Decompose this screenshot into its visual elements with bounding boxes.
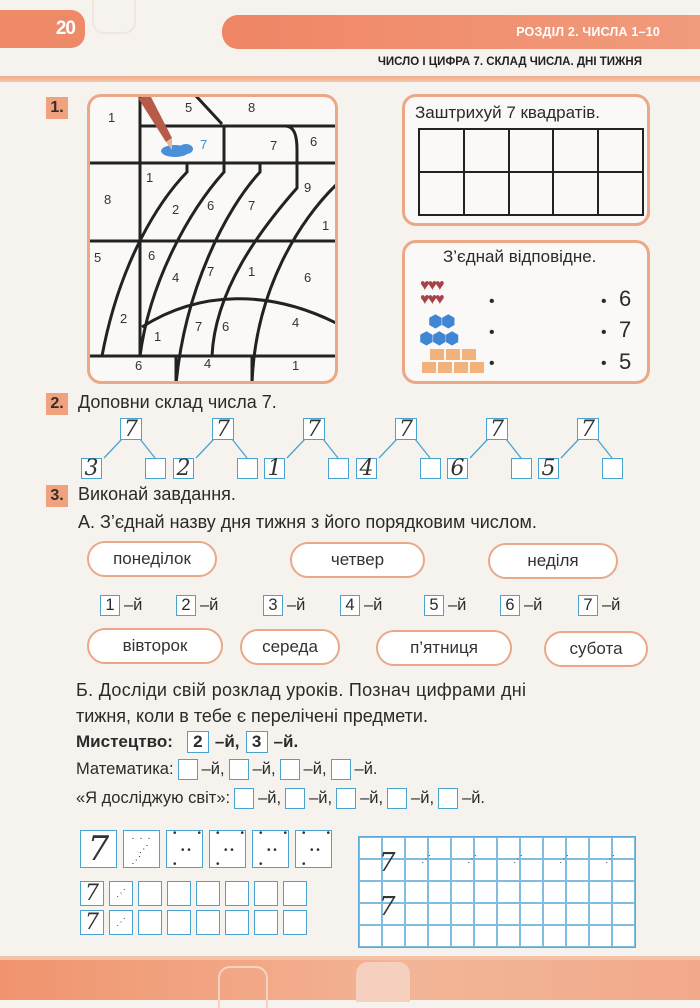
- day-sunday[interactable]: неділя: [488, 543, 618, 579]
- copy-row: [80, 910, 340, 935]
- hexagon-icon: ⬢⬢⬢: [419, 329, 458, 348]
- day-suffix: –й,: [360, 789, 384, 807]
- grid-cell: [451, 925, 474, 947]
- tracing-box[interactable]: • • • • •: [209, 830, 246, 868]
- number-house: [172, 418, 262, 482]
- ordinal-suffix: –й: [524, 596, 543, 614]
- shade-square[interactable]: [598, 172, 643, 215]
- shade-square[interactable]: [553, 129, 598, 172]
- grid-cell: [543, 903, 566, 925]
- grid-cell: [520, 837, 543, 859]
- copy-box[interactable]: ⋰: [109, 881, 133, 906]
- grid-cell: [497, 903, 520, 925]
- ordinal-item[interactable]: [100, 595, 142, 616]
- house-right-box[interactable]: [237, 458, 258, 479]
- region-number: 5: [94, 250, 102, 265]
- day-input-box[interactable]: [280, 759, 300, 780]
- grid-cell: [543, 925, 566, 947]
- region-number: 1: [322, 218, 330, 233]
- tracing-box[interactable]: • • • • •: [166, 830, 203, 868]
- shade-square[interactable]: [598, 129, 643, 172]
- copy-box[interactable]: 7: [80, 881, 104, 906]
- grid-cell: [405, 925, 428, 947]
- region-number: 6: [148, 248, 156, 263]
- grid-cell: [474, 837, 497, 859]
- match-number: 7: [619, 317, 632, 342]
- topic-title: ЧИСЛО І ЦИФРА 7. СКЛАД ЧИСЛА. ДНІ ТИЖНЯ: [377, 56, 642, 68]
- day-suffix: –й,: [411, 789, 435, 807]
- digit-tracing-area: [80, 830, 340, 954]
- match-panel: [402, 240, 650, 384]
- hexagon-icon: ⬢⬢: [428, 312, 454, 331]
- grid-cell: ⋰: [428, 859, 451, 881]
- page-number: 20: [55, 18, 75, 39]
- match-number: 6: [619, 286, 632, 311]
- ordinal-item[interactable]: [176, 595, 218, 616]
- grid-cell: [612, 925, 635, 947]
- region-number: 4: [292, 315, 300, 330]
- grid-cell: [428, 837, 451, 859]
- brick-icon: [438, 362, 452, 373]
- grid-cell: [497, 881, 520, 903]
- art-label: Мистецтво:: [76, 732, 173, 751]
- task-2-instruction: Доповни склад числа 7.: [78, 392, 277, 412]
- region-number: 6: [135, 358, 143, 373]
- grid-cell: ⋰: [520, 859, 543, 881]
- ordinal-box: 4: [340, 595, 360, 616]
- grid-cell: 7: [382, 859, 405, 881]
- grid-cell: ⋰: [612, 859, 635, 881]
- grid-cell: [451, 903, 474, 925]
- region-number: 1: [108, 110, 116, 125]
- match-instruction: З’єднай відповідне.: [443, 247, 597, 266]
- hexagons-group: [419, 313, 458, 347]
- task-3-badge: 3.: [46, 485, 68, 507]
- match-dot-right-3[interactable]: •: [601, 355, 607, 372]
- grid-cell: [428, 903, 451, 925]
- copy-box[interactable]: [283, 881, 307, 906]
- shade-square[interactable]: [464, 172, 509, 215]
- match-dot-left-1[interactable]: •: [489, 293, 495, 310]
- decorative-hexagon: [356, 962, 410, 1002]
- section-bar: [222, 15, 700, 49]
- copy-box[interactable]: [138, 881, 162, 906]
- copy-box[interactable]: [254, 910, 278, 935]
- day-monday[interactable]: понеділок: [87, 541, 217, 577]
- house-right-box[interactable]: [602, 458, 623, 479]
- house-right-box[interactable]: [328, 458, 349, 479]
- number-house: [537, 418, 627, 482]
- footer-decoration: [0, 960, 700, 1000]
- house-top-box: 7: [577, 418, 599, 440]
- ordinal-box: 2: [176, 595, 196, 616]
- copy-row: [80, 881, 340, 906]
- day-input-box[interactable]: [234, 788, 254, 809]
- region-number: 1: [292, 358, 300, 373]
- shade-square[interactable]: [509, 129, 554, 172]
- art-suffix: –й,: [214, 732, 240, 751]
- header-divider: [0, 76, 700, 82]
- copy-box[interactable]: [167, 910, 191, 935]
- ordinal-row: [100, 595, 660, 619]
- region-number: 7: [200, 137, 208, 152]
- squared-grid[interactable]: [358, 836, 636, 948]
- grid-cell: [566, 903, 589, 925]
- shade-instruction: Заштрихуй 7 квадратів.: [415, 103, 600, 122]
- day-suffix: –й,: [258, 789, 282, 807]
- math-row: [76, 759, 378, 780]
- grid-cell: [566, 881, 589, 903]
- copy-box[interactable]: [254, 881, 278, 906]
- region-number: 2: [172, 202, 180, 217]
- art-suffix: –й.: [273, 732, 299, 751]
- match-number: 5: [619, 349, 632, 374]
- task-3a-instruction: А. З’єднай назву дня тижня з його порядковим числом.: [78, 512, 537, 532]
- region-number: 6: [207, 198, 215, 213]
- grid-cell: [428, 925, 451, 947]
- copy-box[interactable]: [283, 910, 307, 935]
- shade-squares-panel: [402, 94, 650, 226]
- world-row: [76, 788, 485, 809]
- tracing-box[interactable]: 7: [80, 830, 117, 868]
- ordinal-item[interactable]: [340, 595, 382, 616]
- house-top-box: 7: [486, 418, 508, 440]
- grid-cell: 7: [382, 903, 405, 925]
- shade-square[interactable]: [509, 172, 554, 215]
- match-dot-left-2[interactable]: •: [489, 324, 495, 341]
- day-input-box[interactable]: [229, 759, 249, 780]
- grid-cell: [451, 881, 474, 903]
- match-dot-right-1[interactable]: •: [601, 293, 607, 310]
- ordinal-item[interactable]: [578, 595, 620, 616]
- ordinal-box: 6: [500, 595, 520, 616]
- page-number-tab: [0, 10, 85, 48]
- match-dot-right-2[interactable]: •: [601, 324, 607, 341]
- pencil-icon: [138, 95, 172, 150]
- house-right-box[interactable]: [511, 458, 532, 479]
- day-suffix: –й,: [201, 760, 225, 778]
- house-top-box: 7: [212, 418, 234, 440]
- ordinal-item[interactable]: [263, 595, 305, 616]
- heart-icon: ♥♥♥ ♥♥♥: [420, 277, 443, 308]
- number-house: [263, 418, 353, 482]
- section-title: РОЗДІЛ 2. ЧИСЛА 1–10: [516, 25, 660, 39]
- brick-icon: [462, 349, 476, 360]
- grid-cell: [589, 903, 612, 925]
- decorative-hexagon: [92, 0, 136, 34]
- art-day-box[interactable]: 3: [246, 731, 268, 753]
- tracing-row: [80, 830, 340, 868]
- region-number: 7: [270, 138, 278, 153]
- copy-box[interactable]: [196, 910, 220, 935]
- bricks-group: [422, 349, 484, 373]
- house-top-box: 7: [395, 418, 417, 440]
- art-row: [76, 731, 298, 753]
- grid-cell: [520, 881, 543, 903]
- brick-icon: [454, 362, 468, 373]
- day-suffix: –й.: [462, 789, 486, 807]
- grid-cell: [612, 881, 635, 903]
- art-day-box[interactable]: 2: [187, 731, 209, 753]
- grid-cell: [566, 837, 589, 859]
- day-input-box[interactable]: [336, 788, 356, 809]
- number-house: [446, 418, 536, 482]
- shade-square[interactable]: [419, 172, 464, 215]
- grid-cell: ⋰: [474, 859, 497, 881]
- house-top-box: 7: [120, 418, 142, 440]
- ordinal-box: 1: [100, 595, 120, 616]
- world-label: «Я досліджую світ»:: [76, 789, 231, 807]
- shade-square[interactable]: [419, 129, 464, 172]
- region-number: 9: [304, 180, 312, 195]
- day-tuesday[interactable]: вівторок: [87, 628, 223, 664]
- house-left-box[interactable]: 6: [447, 458, 468, 479]
- house-left-box[interactable]: 4: [356, 458, 377, 479]
- copy-box[interactable]: [167, 881, 191, 906]
- region-number: 8: [248, 100, 256, 115]
- day-suffix: –й,: [303, 760, 327, 778]
- house-left-box[interactable]: 3: [81, 458, 102, 479]
- region-number: 6: [222, 319, 230, 334]
- task-2-badge: 2.: [46, 393, 68, 415]
- copy-box[interactable]: 7: [80, 910, 104, 935]
- house-left-box[interactable]: 5: [538, 458, 559, 479]
- match-dot-left-3[interactable]: •: [489, 355, 495, 372]
- ordinal-item[interactable]: [500, 595, 542, 616]
- grid-cell: [612, 903, 635, 925]
- region-number: 4: [172, 270, 180, 285]
- region-number: 7: [195, 319, 203, 334]
- grid-cell: [543, 881, 566, 903]
- day-suffix: –й.: [354, 760, 378, 778]
- grid-cell: [520, 903, 543, 925]
- grid-cell: [474, 903, 497, 925]
- day-input-box[interactable]: [438, 788, 458, 809]
- ordinal-suffix: –й: [200, 596, 219, 614]
- math-label: Математика:: [76, 760, 174, 778]
- tracing-box[interactable]: · · · ⋰ ⋰: [123, 830, 160, 868]
- brick-icon: [430, 349, 444, 360]
- ordinal-suffix: –й: [448, 596, 467, 614]
- region-number: 5: [185, 100, 193, 115]
- grid-cell: [566, 925, 589, 947]
- grid-cell: [612, 837, 635, 859]
- day-friday[interactable]: п’ятниця: [376, 630, 512, 666]
- brick-icon: [422, 362, 436, 373]
- grid-cell: [382, 925, 405, 947]
- ordinal-item[interactable]: [424, 595, 466, 616]
- house-left-box[interactable]: 1: [264, 458, 285, 479]
- ordinal-box: 7: [578, 595, 598, 616]
- grid-cell: [474, 925, 497, 947]
- ordinal-suffix: –й: [364, 596, 383, 614]
- ordinal-suffix: –й: [602, 596, 621, 614]
- grid-cell: ⋰: [566, 859, 589, 881]
- copy-box[interactable]: ⋰: [109, 910, 133, 935]
- region-number: 4: [204, 356, 212, 371]
- brick-icon: [470, 362, 484, 373]
- copy-box[interactable]: [225, 910, 249, 935]
- grid-cell: [405, 903, 428, 925]
- task-3-instruction: Виконай завдання.: [78, 484, 236, 504]
- grid-cell: [520, 925, 543, 947]
- number-house: [355, 418, 445, 482]
- day-thursday[interactable]: четвер: [290, 542, 425, 578]
- grid-cell: [359, 925, 382, 947]
- day-input-box[interactable]: [331, 759, 351, 780]
- region-number: 8: [104, 192, 112, 207]
- shade-grid: [418, 128, 644, 216]
- region-number: 1: [154, 329, 162, 344]
- house-right-box[interactable]: [420, 458, 441, 479]
- house-top-box: 7: [303, 418, 325, 440]
- day-input-box[interactable]: [387, 788, 407, 809]
- grid-cell: [428, 881, 451, 903]
- coloring-picture-panel: [87, 94, 338, 384]
- copy-box[interactable]: [138, 910, 162, 935]
- task-3b-line1: Б. Досліди свій розклад уроків. Познач цифрами дні: [76, 680, 527, 700]
- tracing-box[interactable]: • • • • •: [295, 830, 332, 868]
- brick-icon: [446, 349, 460, 360]
- region-number: 7: [248, 198, 256, 213]
- copy-box[interactable]: [225, 881, 249, 906]
- day-suffix: –й,: [309, 789, 333, 807]
- day-input-box[interactable]: [178, 759, 198, 780]
- ordinal-suffix: –й: [124, 596, 143, 614]
- day-saturday[interactable]: субота: [544, 631, 648, 667]
- region-number: 2: [120, 311, 128, 326]
- hearts-group: [420, 279, 480, 307]
- day-input-box[interactable]: [285, 788, 305, 809]
- ordinal-box: 3: [263, 595, 283, 616]
- shade-square[interactable]: [464, 129, 509, 172]
- tracing-box[interactable]: • • • • •: [252, 830, 289, 868]
- grid-cell: [405, 881, 428, 903]
- task-3b-line2: тижня, коли в тебе є перелічені предмети.: [76, 706, 428, 726]
- grid-cell: [497, 925, 520, 947]
- day-wednesday[interactable]: середа: [240, 629, 340, 665]
- house-left-box[interactable]: 2: [173, 458, 194, 479]
- grid-cell: [589, 881, 612, 903]
- region-number: 7: [207, 264, 215, 279]
- house-right-box[interactable]: [145, 458, 166, 479]
- grid-cell: [474, 881, 497, 903]
- grid-cell: [589, 925, 612, 947]
- ordinal-box: 5: [424, 595, 444, 616]
- number-house: [80, 418, 170, 482]
- ordinal-suffix: –й: [287, 596, 306, 614]
- day-suffix: –й,: [252, 760, 276, 778]
- coloring-picture[interactable]: [87, 94, 338, 384]
- shade-square[interactable]: [553, 172, 598, 215]
- number-houses: [80, 418, 640, 482]
- region-number: 6: [310, 134, 318, 149]
- copy-box[interactable]: [196, 881, 220, 906]
- region-number: 1: [146, 170, 154, 185]
- region-number: 6: [304, 270, 312, 285]
- region-number: 1: [248, 264, 256, 279]
- task-1-badge: 1.: [46, 97, 68, 119]
- decorative-hexagon: [218, 966, 268, 1008]
